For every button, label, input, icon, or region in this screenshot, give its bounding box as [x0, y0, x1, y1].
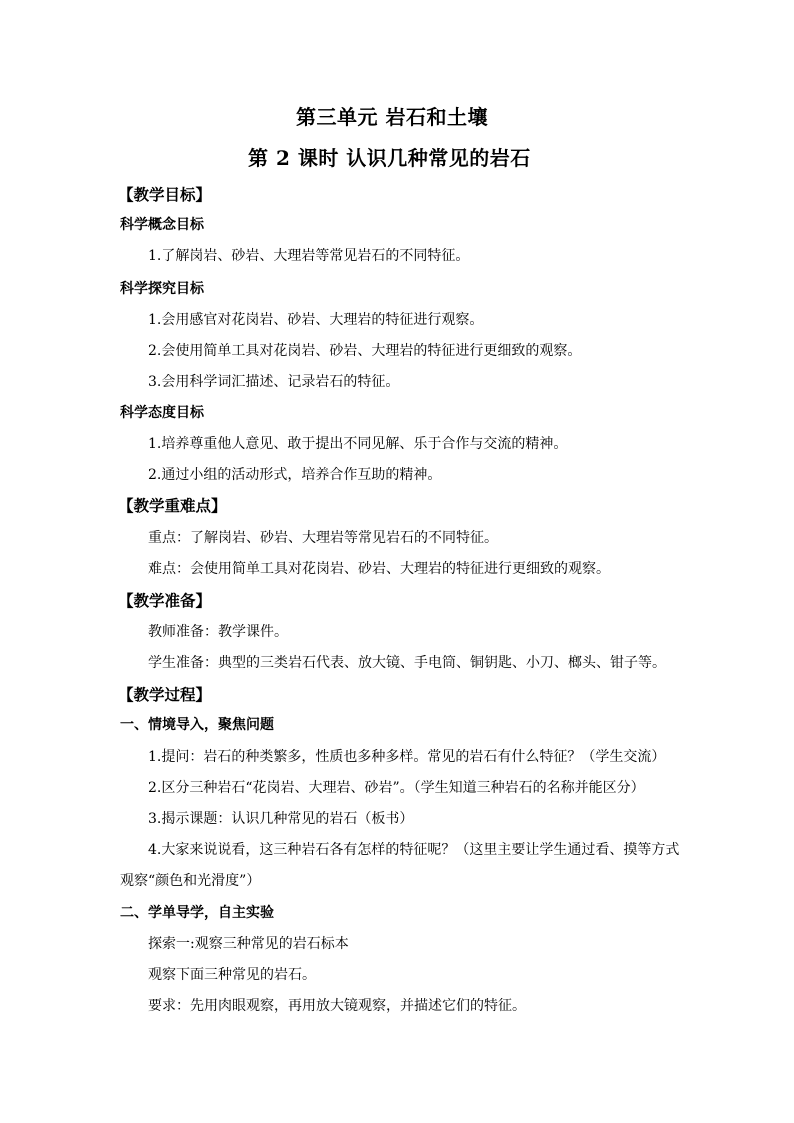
key-points-heading: 【教学重难点】 — [118, 496, 227, 515]
attitude-objective-item: 1.培养尊重他人意见、敢于提出不同见解、乐于合作与交流的精神。 — [148, 436, 568, 452]
attitude-objective-item: 2.通过小组的活动形式，培养合作互助的精神。 — [148, 467, 442, 483]
process-part1-item: 3.揭示课题：认识几种常见的岩石（板书） — [148, 811, 414, 827]
process-part1-item: 1.提问：岩石的种类繁多，性质也多种多样。常见的岩石有什么特征？（学生交流） — [148, 749, 666, 765]
inquiry-objective-item: 3.会用科学词汇描述、记录岩石的特征。 — [148, 374, 400, 390]
unit-title: 第三单元 岩石和土壤 — [296, 105, 488, 129]
process-part1-item-continued: 观察“颜色和光滑度”） — [120, 873, 261, 889]
lesson-title: 第 2 课时 认识几种常见的岩石 — [248, 146, 531, 170]
concept-objective-item: 1.了解岗岩、砂岩、大理岩等常见岩石的不同特征。 — [148, 248, 470, 264]
process-part2-item: 探索一:观察三种常见的岩石标本 — [148, 936, 349, 952]
key-point-text: 重点：了解岗岩、砂岩、大理岩等常见岩石的不同特征。 — [148, 530, 498, 546]
process-part2-item: 观察下面三种常见的岩石。 — [148, 967, 316, 983]
teacher-preparation: 教师准备：教学课件。 — [148, 624, 288, 640]
process-part1-item: 4.大家来说说看，这三种岩石各有怎样的特征呢？（这里主要让学生通过看、摸等方式 — [148, 842, 680, 858]
process-part2-heading: 二、学单导学，自主实验 — [120, 905, 274, 921]
attitude-objective-heading: 科学态度目标 — [120, 405, 204, 421]
process-part2-item: 要求：先用肉眼观察，再用放大镜观察，并描述它们的特征。 — [148, 998, 526, 1014]
inquiry-objective-item: 2.会使用简单工具对花岗岩、砂岩、大理岩的特征进行更细致的观察。 — [148, 343, 582, 359]
inquiry-objective-item: 1.会用感官对花岗岩、砂岩、大理岩的特征进行观察。 — [148, 312, 484, 328]
student-preparation: 学生准备：典型的三类岩石代表、放大镜、手电筒、铜钥匙、小刀、榔头、钳子等。 — [148, 655, 666, 671]
process-part1-heading: 一、情境导入，聚焦问题 — [120, 717, 274, 733]
difficulty-text: 难点：会使用简单工具对花岗岩、砂岩、大理岩的特征进行更细致的观察。 — [148, 561, 610, 577]
inquiry-objective-heading: 科学探究目标 — [120, 281, 204, 297]
preparation-heading: 【教学准备】 — [118, 591, 212, 610]
objectives-heading: 【教学目标】 — [118, 185, 212, 204]
process-part1-item: 2.区分三种岩石“花岗岩、大理岩、砂岩”。（学生知道三种岩石的名称并能区分） — [148, 780, 645, 796]
process-heading: 【教学过程】 — [118, 685, 212, 704]
concept-objective-heading: 科学概念目标 — [120, 217, 204, 233]
